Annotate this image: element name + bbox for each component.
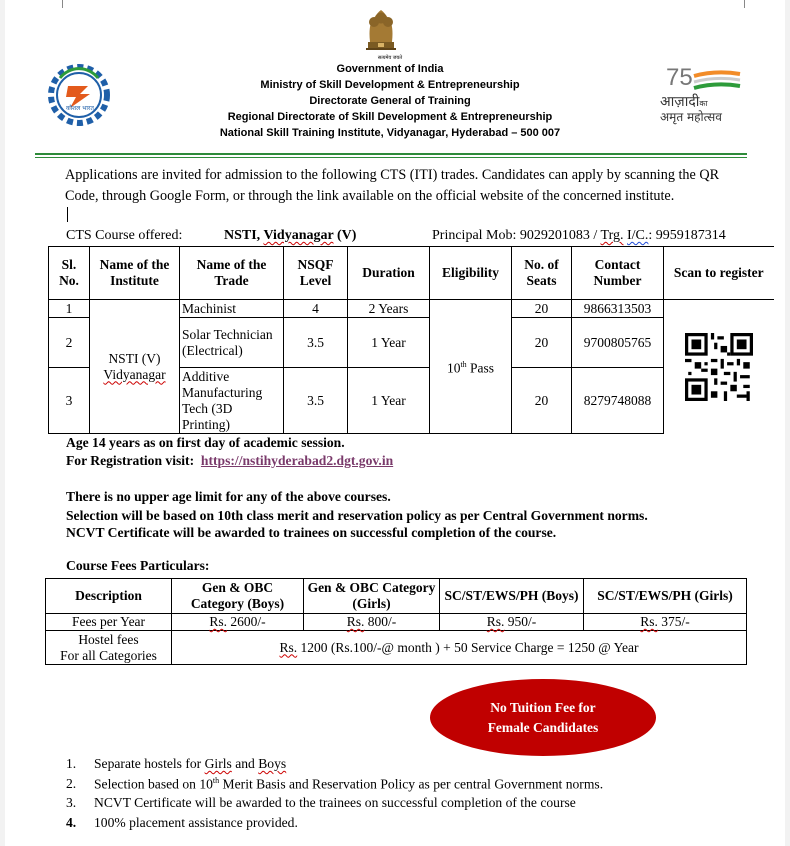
row-duration: 2 Years <box>348 300 430 318</box>
table-row <box>49 300 774 318</box>
corner-mark <box>744 0 745 8</box>
header-scan: Scan to register <box>664 247 774 300</box>
course-institute: NSTI, Vidyanagar (V) <box>224 228 357 243</box>
row-nsqf: 4 <box>284 300 348 318</box>
fees-gen-boys: Rs. 2600/- <box>172 614 304 631</box>
row-duration: 1 Year <box>348 318 430 368</box>
header-institute: Name of the Institute <box>90 247 180 300</box>
gear-logo-icon <box>40 64 118 126</box>
row-trade: Additive Manufacturing Tech (3D Printing) <box>180 368 284 434</box>
header-eligibility: Eligibility <box>430 247 512 300</box>
azadi-75: 75 <box>666 64 693 91</box>
row-contact: 9866313503 <box>572 300 664 318</box>
flag-swoosh-icon <box>692 70 742 92</box>
policy-line: Selection will be based on 10th class merit and reservation policy as per Central Government norms. <box>66 508 648 523</box>
course-label: CTS Course offered: <box>66 228 183 243</box>
institute-cell <box>90 300 180 434</box>
qr-code-icon[interactable] <box>685 333 753 401</box>
fees-gen-girls: Rs. 800/- <box>304 614 440 631</box>
policy-line: There is no upper age limit for any of the above courses. <box>66 489 391 504</box>
row-seats: 20 <box>512 300 572 318</box>
row-sl: 2 <box>49 318 90 368</box>
fees-header-gen-boys: Gen & OBC Category (Boys) <box>172 579 304 614</box>
header-trade: Name of the Trade <box>180 247 284 300</box>
row-contact: 8279748088 <box>572 368 664 434</box>
intro-paragraph: Applications are invited for admission to the following CTS (ITI) trades. Candidates can apply by scanning the QR Code, through Google Form, or through the link available on the official website of the concerned institute. <box>65 167 720 204</box>
fees-header-sc-boys: SC/ST/EWS/PH (Boys) <box>440 579 584 614</box>
fees-header-sc-girls: SC/ST/EWS/PH (Girls) <box>584 579 747 614</box>
azadi-ka: का <box>699 99 708 108</box>
row-contact: 9700805765 <box>572 318 664 368</box>
table-row <box>46 614 747 631</box>
fees-sc-boys: Rs. 950/- <box>440 614 584 631</box>
registration-line: For Registration visit: https://nstihyderabad2.dgt.gov.in <box>66 453 394 468</box>
list-item: 3. NCVT Certificate will be awarded to the trainees on successful completion of the course <box>66 795 576 810</box>
policy-line: NCVT Certificate will be awarded to trainees on successful completion of the course. <box>66 525 557 540</box>
fees-header-description: Description <box>46 579 172 614</box>
azadi-logo <box>658 64 750 124</box>
hostel-fees-value: Rs. 1200 (Rs.100/-@ month ) + 50 Service Charge = 1250 @ Year <box>172 631 747 665</box>
dgt-title: Directorate General of Training <box>309 95 471 107</box>
header-contact: Contact Number <box>572 247 664 300</box>
list-item: 4. 100% placement assistance provided. <box>66 814 298 830</box>
corner-mark <box>62 0 63 8</box>
qr-cell <box>664 300 774 434</box>
header-duration: Duration <box>348 247 430 300</box>
header-divider <box>35 157 747 158</box>
fees-title: Course Fees Particulars: <box>66 558 210 573</box>
no-tuition-fee-badge: No Tuition Fee for Female Candidates <box>430 679 656 756</box>
registration-link[interactable]: https://nstihyderabad2.dgt.gov.in <box>200 453 394 468</box>
skill-india-logo <box>40 64 118 126</box>
notes-list <box>66 756 603 834</box>
row-sl: 3 <box>49 368 90 434</box>
institute-line1: NSTI (V) <box>108 350 161 366</box>
gov-title: Government of India <box>336 63 444 75</box>
eligibility-cell: 10th Pass <box>430 300 512 434</box>
fees-sc-girls: Rs. 375/- <box>584 614 747 631</box>
header-seats: No. of Seats <box>512 247 572 300</box>
row-sl: 1 <box>49 300 90 318</box>
row-trade: Solar Technician (Electrical) <box>180 318 284 368</box>
left-logo-caption: कौशल भारत <box>66 105 94 112</box>
fees-row-label: Fees per Year <box>46 614 172 631</box>
header-nsqf: NSQF Level <box>284 247 348 300</box>
row-trade: Machinist <box>180 300 284 318</box>
courses-table <box>48 246 774 434</box>
row-nsqf: 3.5 <box>284 368 348 434</box>
institute-title: National Skill Training Institute, Vidyanagar, Hyderabad – 500 007 <box>219 127 561 139</box>
hostel-label: Hostel fees For all Categories <box>46 631 172 665</box>
list-item: 1. Separate hostels for Girls and Boys <box>66 756 287 771</box>
row-seats: 20 <box>512 318 572 368</box>
emblem-caption: सत्यमेव जयते <box>377 55 403 61</box>
azadi-line1: आज़ादी <box>660 94 700 110</box>
table-row <box>46 631 747 665</box>
azadi-line2: अमृत महोत्सव <box>660 110 722 124</box>
age-note: Age 14 years as on first day of academic session. <box>66 435 345 450</box>
principal-contact: Principal Mob: 9029201083 / Trg. I/C.: 9959187314 <box>432 228 726 243</box>
header-divider <box>35 153 747 155</box>
list-item: 2. Selection based on 10th Merit Basis and Reservation Policy as per central Government norms. <box>66 775 604 792</box>
fees-header-gen-girls: Gen & OBC Category (Girls) <box>304 579 440 614</box>
fees-table <box>45 578 747 665</box>
regional-title: Regional Directorate of Skill Development & Entrepreneurship <box>227 111 553 123</box>
ministry-title: Ministry of Skill Development & Entrepreneurship <box>260 79 520 91</box>
national-emblem-icon <box>356 4 406 62</box>
institute-line2: Vidyanagar <box>103 366 166 382</box>
row-nsqf: 3.5 <box>284 318 348 368</box>
row-seats: 20 <box>512 368 572 434</box>
text-cursor <box>67 207 68 222</box>
row-duration: 1 Year <box>348 368 430 434</box>
header-sl: Sl. No. <box>49 247 90 300</box>
